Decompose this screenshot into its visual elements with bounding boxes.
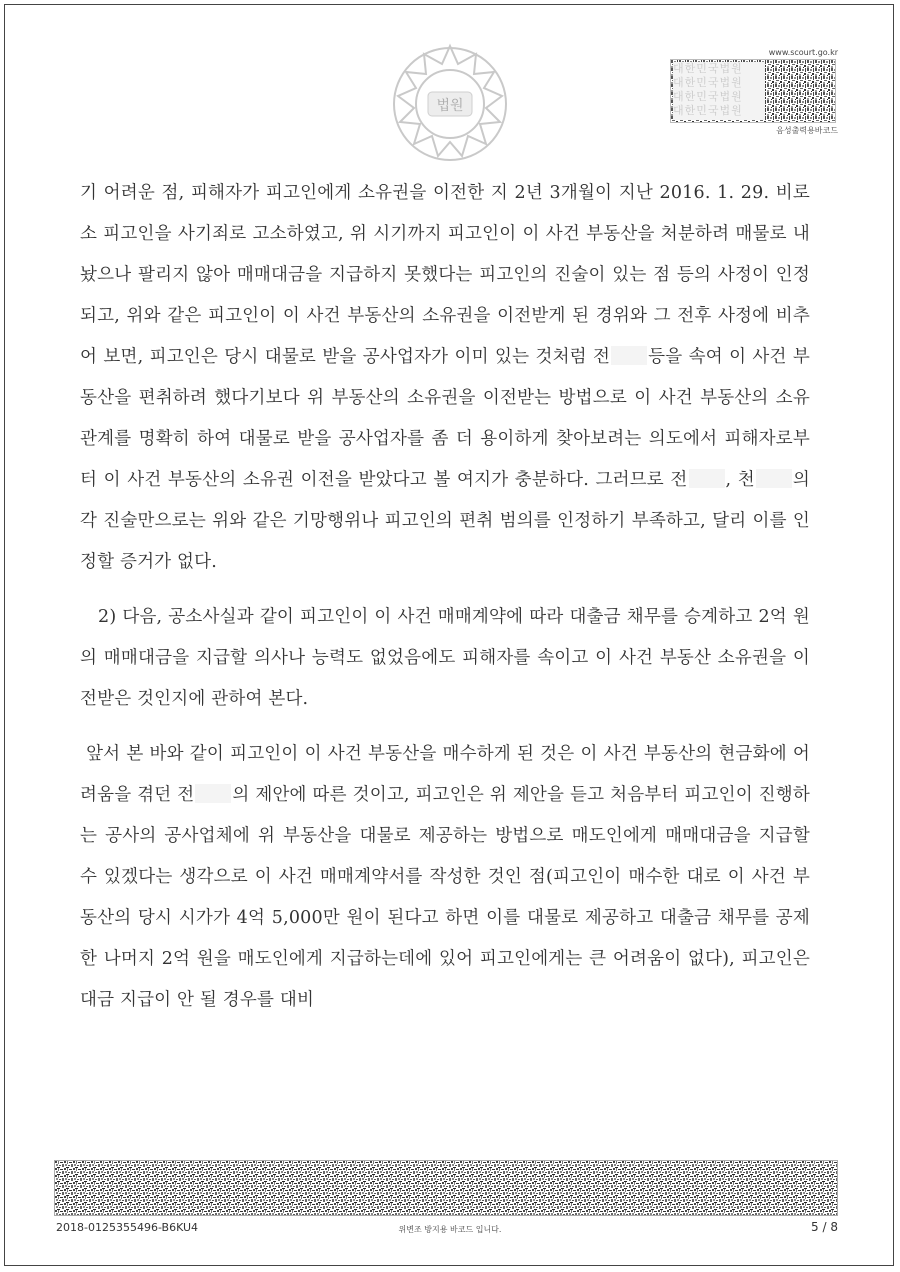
judgment-body	[80, 173, 810, 1021]
court-watermark-stamp: 대한민국법원 대한민국법원 대한민국법원 대한민국법원	[673, 62, 765, 120]
seal-label: 법원	[436, 98, 464, 114]
paragraph-3: 앞서 본 바와 같이 피고인이 이 사건 부동산을 매수하게 된 것은 이 사건 부동산의 현금화에 어려움을 겪던 전 의 제안에 따른 것이고, 피고인은 위 제안을 듣고 처음부터 피고인이 진행하는 공사의 공사업체에 위 부동산을 대물로 제공하는 방법으로 매도인에게 매매대금을 지급할 수 있겠다는 생각으로 이 사건 매매계약서를 작성한 것인 점(피고인이 매수한 대로 이 사건 부동산의 당시 시가가 4억 5,000만 원이 된다고 하면 이를 대물로 제공하고 대출금 채무를 공제한 나머지 2억 원을 매도인에게 지급하는데에 있어 피고인에게는 큰 어려움이 없다), 피고인은 대금 지급이 안 될 경우를 대비	[80, 744, 811, 1010]
paragraph-1: 기 어려운 점, 피해자가 피고인에게 소유권을 이전한 지 2년 3개월이 지난 2016. 1. 29. 비로소 피고인을 사기죄로 고소하였고, 위 시기까지 피고인이 이 사건 부동산을 처분하려 매물로 내놨으나 팔리지 않아 매매대금을 지급하지 못했다는 피고인의 진술이 있는 점 등의 사정이 인정되고, 위와 같은 피고인이 이 사건 부동산의 소유권을 이전받게 된 경위와 그 전후 사정에 비추어 보면, 피고인은 당시 대물로 받을 공사업자가 이미 있는 것처럼 전 등을 속여 이 사건 부동산을 편취하려 했다기보다 위 부동산의 소유권을 이전받는 방법으로 이 사건 부동산의 소유 관계를 명확히 하여 대물로 받을 공사업자를 좀 더 용이하게 찾아보려는 의도에서 피해자로부터 이 사건 부동산의 소유권 이전을 받았다고 볼 여지가 충분하다. 그러므로 전 , 천 의 각 진술만으로는 위와 같은 기망행위나 피고인의 편취 범의를 인정하기 부족하고, 달리 이를 인정할 증거가 없다.	[80, 183, 810, 572]
court-seal-icon	[384, 38, 516, 170]
anti-forgery-barcode	[54, 1160, 838, 1216]
redacted-name	[689, 469, 725, 487]
barcode-notice: 위변조 방지용 바코드 입니다.	[398, 1225, 502, 1234]
site-url: www.scourt.go.kr	[768, 48, 838, 57]
redacted-name	[611, 346, 647, 364]
document-id: 2018-0125355496-B6KU4	[56, 1221, 199, 1234]
redacted-name	[195, 784, 231, 802]
redacted-name	[756, 469, 792, 487]
voice-output-barcode	[670, 59, 836, 123]
barcode-caption: 음성출력용바코드	[776, 126, 838, 135]
page-number: 5 / 8	[811, 1220, 838, 1234]
paragraph-2: 2) 다음, 공소사실과 같이 피고인이 이 사건 매매계약에 따라 대출금 채무를 승계하고 2억 원의 매매대금을 지급할 의사나 능력도 없었음에도 피해자를 속이고 이 사건 부동산 소유권을 이전받은 것인지에 관하여 본다.	[80, 607, 811, 709]
